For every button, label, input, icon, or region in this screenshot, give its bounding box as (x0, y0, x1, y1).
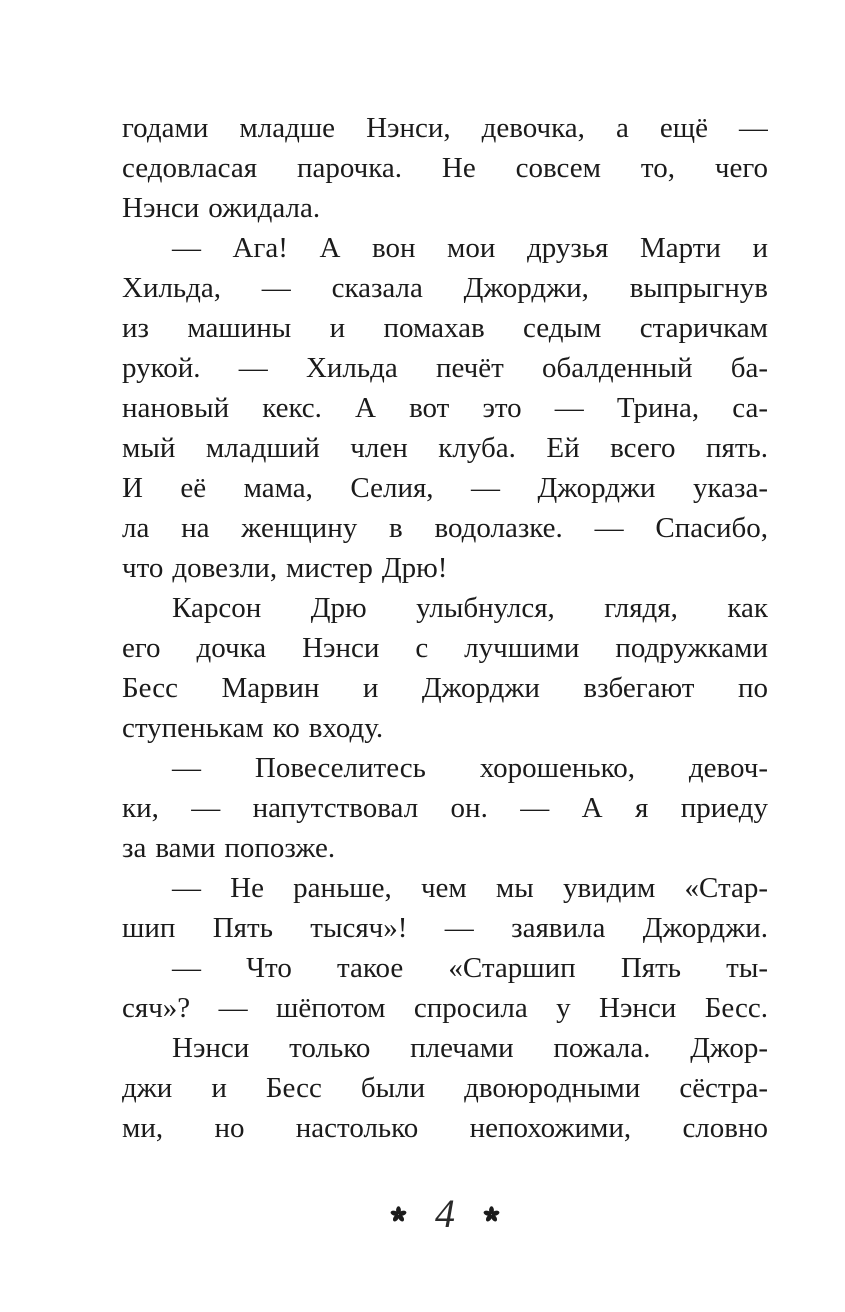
text-line: — Повеселитесь хорошенько, девоч- (172, 752, 768, 784)
text-line: рукой. — Хильда печёт обалденный ба- (122, 352, 768, 384)
text-line: Карсон Дрю улыбнулся, глядя, как (172, 592, 768, 624)
text-block (122, 108, 768, 1148)
text-line: седовласая парочка. Не совсем то, чего (122, 152, 768, 184)
page-footer (122, 1192, 768, 1236)
text-line: нановый кекс. А вот это — Трина, са- (122, 392, 768, 424)
star-ornament-icon (390, 1206, 407, 1223)
text-line: ступенькам ко входу. (122, 712, 384, 744)
text-line: Нэнси ожидала. (122, 192, 321, 224)
text-line: из машины и помахав седым старичкам (122, 312, 768, 344)
text-line: — Что такое «Старшип Пять ты- (172, 952, 768, 984)
text-line: И её мама, Селия, — Джорджи указа- (122, 472, 768, 504)
text-line: — Ага! А вон мои друзья Марти и (172, 232, 768, 264)
text-line: Бесс Марвин и Джорджи взбегают по (122, 672, 768, 704)
text-line: Нэнси только плечами пожала. Джор- (172, 1032, 768, 1064)
text-line: джи и Бесс были двоюродными сёстра- (122, 1072, 768, 1104)
text-line: ми, но настолько непохожими, словно (122, 1112, 768, 1144)
text-line: Хильда, — сказала Джорджи, выпрыгнув (122, 272, 768, 304)
text-line: сяч»? — шёпотом спросила у Нэнси Бесс. (122, 992, 768, 1024)
text-line: его дочка Нэнси с лучшими подружками (122, 632, 768, 664)
text-line: годами младше Нэнси, девочка, а ещё — (122, 112, 768, 144)
page-number: 4 (435, 1191, 455, 1236)
text-line: что довезли, мистер Дрю! (122, 552, 448, 584)
text-line: шип Пять тысяч»! — заявила Джорджи. (122, 912, 768, 944)
text-line: за вами попозже. (122, 832, 336, 864)
text-line: мый младший член клуба. Ей всего пять. (122, 432, 768, 464)
star-ornament-icon (483, 1206, 500, 1223)
text-line: ла на женщину в водолазке. — Спасибо, (122, 512, 768, 544)
text-line: ки, — напутствовал он. — А я приеду (122, 792, 768, 824)
text-line: — Не раньше, чем мы увидим «Стар- (172, 872, 768, 904)
